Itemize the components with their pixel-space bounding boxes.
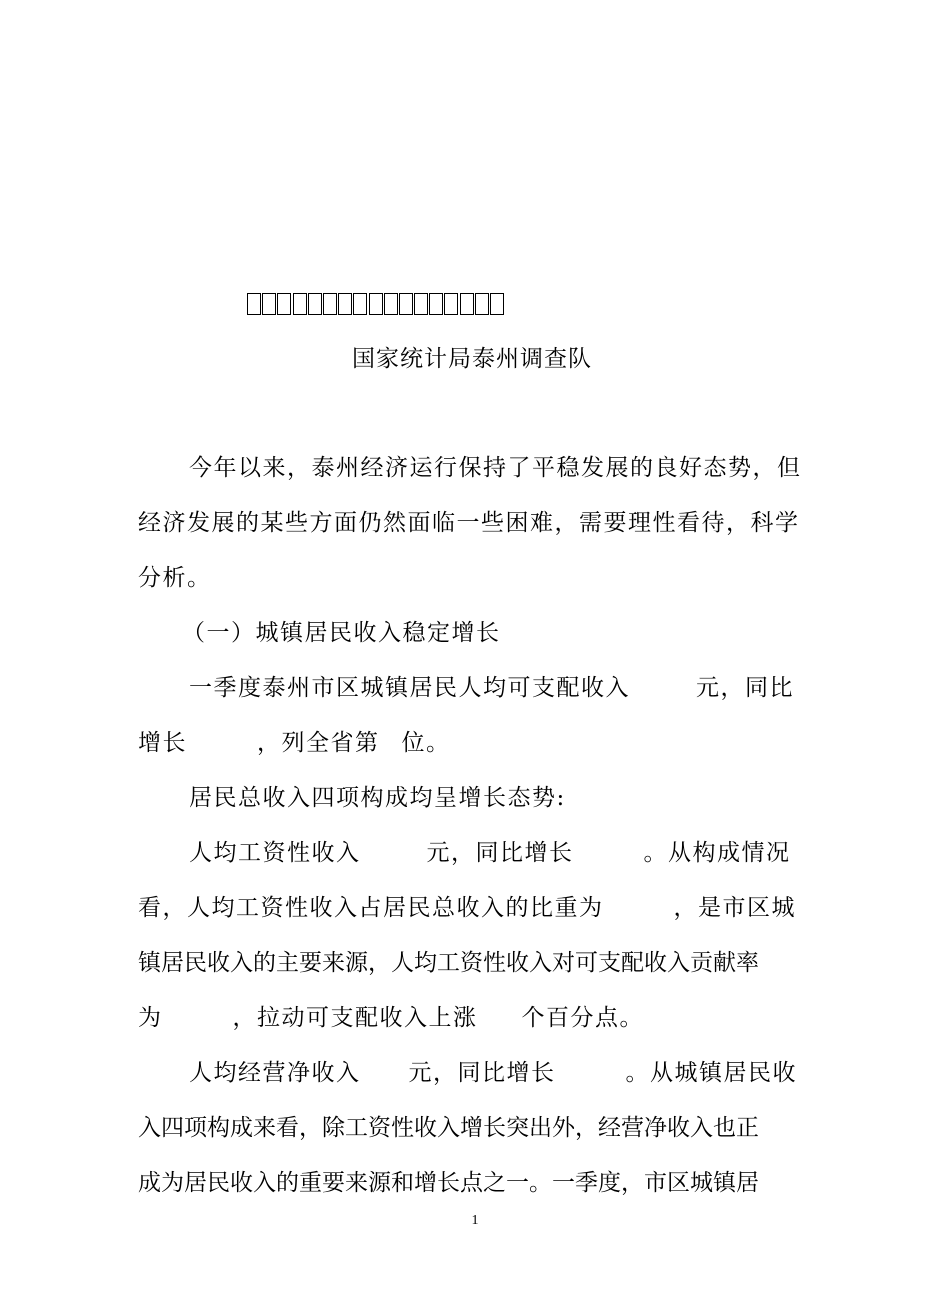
text-run: 元，同比增长	[408, 1060, 556, 1086]
text-run: 经济发展的某些方面仍然面临一些困难，需要理性看待，科学	[138, 510, 800, 536]
text-run: 入四项构成来看，除工资性收入增长突出外，经营净收入也正	[138, 1115, 759, 1141]
text-run: 增长	[138, 730, 187, 756]
text-run: 人均工资性收入	[189, 840, 361, 866]
paragraph-line	[138, 502, 830, 557]
missing-glyph-box	[353, 293, 367, 315]
text-run: ，拉动可支配收入上涨	[232, 1005, 478, 1031]
text-run: 一季度泰州市区城镇居民人均可支配收入	[189, 675, 630, 701]
text-run: ，是市区城	[673, 895, 796, 921]
text-run: 居民总收入四项构成均呈增长态势:	[189, 785, 566, 811]
paragraph-line	[138, 777, 830, 832]
missing-glyph-box	[323, 293, 337, 315]
paragraph-line	[138, 1107, 830, 1162]
page-number: 1	[471, 1213, 479, 1228]
text-run: 分析。	[138, 565, 212, 591]
text-run: 看，人均工资性收入占居民总收入的比重为	[138, 895, 604, 921]
paragraph-line	[138, 942, 830, 997]
missing-glyph-box	[369, 293, 383, 315]
document-subtitle: 国家统计局泰州调查队	[352, 346, 592, 372]
text-run: 位。	[401, 730, 451, 756]
paragraph-line	[138, 447, 830, 502]
missing-glyph-box	[475, 293, 489, 315]
text-run: 镇居民收入的主要来源，人均工资性收入对可支配收入贡献率	[138, 950, 759, 976]
missing-glyph-box	[429, 293, 443, 315]
missing-glyph-box	[384, 293, 398, 315]
section-heading	[138, 612, 830, 667]
missing-glyph-box	[444, 293, 458, 315]
paragraph-line	[138, 1162, 830, 1217]
text-run: 成为居民收入的重要来源和增长点之一。一季度，市区城镇居	[138, 1170, 759, 1196]
document-title-missing-glyphs	[247, 287, 505, 321]
document-body	[138, 447, 830, 1217]
text-run: 。从城镇居民收	[625, 1060, 797, 1086]
section-heading-text: （一）城镇居民收入稳定增长	[182, 620, 501, 646]
missing-glyph-box	[460, 293, 474, 315]
text-run: ，列全省第	[257, 730, 380, 756]
paragraph-line	[138, 887, 830, 942]
text-run: 为	[138, 1005, 163, 1031]
missing-glyph-box	[338, 293, 352, 315]
missing-glyph-box	[490, 293, 504, 315]
text-run: 元，同比增长	[426, 840, 574, 866]
paragraph-line	[138, 557, 830, 612]
missing-glyph-box	[277, 293, 291, 315]
missing-glyph-box	[414, 293, 428, 315]
missing-glyph-box	[262, 293, 276, 315]
paragraph-line	[138, 1052, 830, 1107]
missing-glyph-box	[293, 293, 307, 315]
text-run: 元，同比	[696, 675, 794, 701]
paragraph-line	[138, 722, 830, 777]
missing-glyph-box	[247, 293, 261, 315]
text-run: 人均经营净收入	[189, 1060, 361, 1086]
paragraph-line	[138, 667, 830, 722]
paragraph-line	[138, 832, 830, 887]
text-run: 今年以来，泰州经济运行保持了平稳发展的良好态势，但	[189, 455, 802, 481]
missing-glyph-box	[308, 293, 322, 315]
missing-glyph-box	[399, 293, 413, 315]
paragraph-line	[138, 997, 830, 1052]
text-run: 。从构成情况	[643, 840, 791, 866]
text-run: 个百分点。	[521, 1005, 644, 1031]
